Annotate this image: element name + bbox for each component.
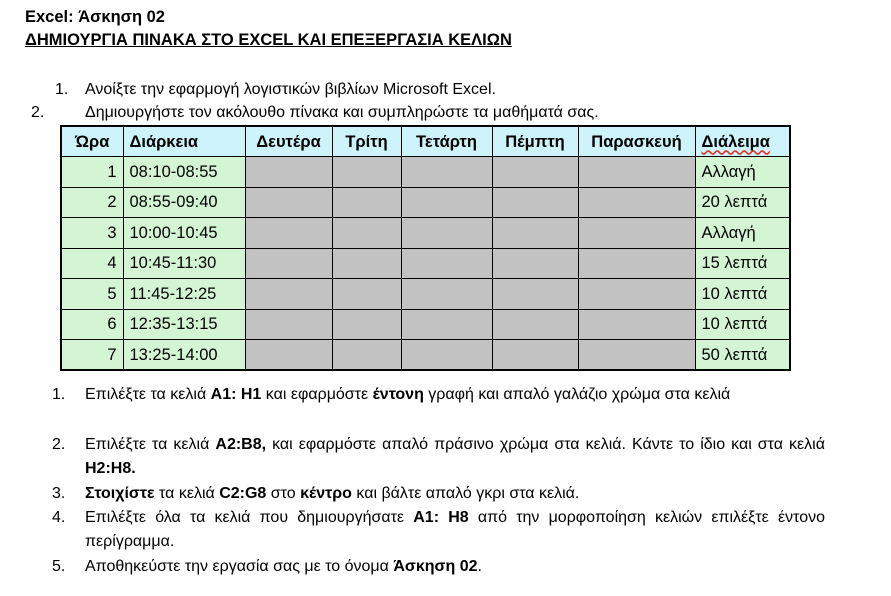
lesson-cell <box>332 340 401 371</box>
lesson-cell <box>332 309 401 340</box>
hour-cell: 2 <box>61 187 123 218</box>
step-number: 1. <box>55 81 69 98</box>
lesson-cell <box>578 309 695 340</box>
lesson-cell <box>492 248 578 279</box>
break-cell: 50 λεπτά <box>695 340 790 371</box>
duration-cell: 11:45-12:25 <box>123 279 245 310</box>
lesson-cell <box>492 340 578 371</box>
lesson-cell <box>492 309 578 340</box>
break-cell: 10 λεπτά <box>695 279 790 310</box>
header-break <box>695 126 790 157</box>
step-text: Επιλέξτε τα κελιά A1: H1 και εφαρμόστε έντονη γραφή και απαλό γαλάζιο χρώμα στα κελιά <box>85 386 731 403</box>
step-text: Αποθηκεύστε την εργασία σας με το όνομα Άσκηση 02. <box>85 558 482 575</box>
lesson-cell <box>401 279 492 310</box>
lesson-cell <box>492 157 578 188</box>
lesson-cell <box>578 248 695 279</box>
table-row <box>61 218 790 249</box>
break-cell: Αλλαγή <box>695 218 790 249</box>
table-row <box>61 157 790 188</box>
duration-cell: 08:10-08:55 <box>123 157 245 188</box>
lesson-cell <box>401 340 492 371</box>
break-cell: 15 λεπτά <box>695 248 790 279</box>
break-cell: 10 λεπτά <box>695 309 790 340</box>
lesson-cell <box>401 218 492 249</box>
break-cell: 20 λεπτά <box>695 187 790 218</box>
table-row <box>61 187 790 218</box>
lesson-cell <box>332 218 401 249</box>
table-row <box>61 279 790 310</box>
lesson-cell <box>401 187 492 218</box>
step-number: 5. <box>52 558 66 575</box>
lesson-cell <box>332 248 401 279</box>
hour-cell: 7 <box>61 340 123 371</box>
lesson-cell <box>332 187 401 218</box>
lesson-cell <box>578 218 695 249</box>
header-hour: Ώρα <box>61 126 123 157</box>
duration-cell: 10:45-11:30 <box>123 248 245 279</box>
hour-cell: 4 <box>61 248 123 279</box>
hour-cell: 1 <box>61 157 123 188</box>
duration-cell: 08:55-09:40 <box>123 187 245 218</box>
lesson-cell <box>401 157 492 188</box>
document-title: Excel: Άσκηση 02 <box>25 8 165 26</box>
step-text: Δημιουργήστε τον ακόλουθο πίνακα και συμπληρώστε τα μαθήματά σας. <box>85 104 599 121</box>
step-number: 3. <box>52 485 66 502</box>
lesson-cell <box>332 157 401 188</box>
lesson-cell <box>401 309 492 340</box>
duration-cell: 13:25-14:00 <box>123 340 245 371</box>
lesson-cell <box>245 279 332 310</box>
lesson-cell <box>245 218 332 249</box>
table-row <box>61 248 790 279</box>
lesson-cell <box>245 309 332 340</box>
table-row <box>61 340 790 371</box>
table-header-row <box>61 126 790 157</box>
schedule-table <box>60 125 791 371</box>
lesson-cell <box>578 187 695 218</box>
hour-cell: 5 <box>61 279 123 310</box>
break-cell: Αλλαγή <box>695 157 790 188</box>
lesson-cell <box>332 279 401 310</box>
step-number: 2. <box>52 436 66 453</box>
lesson-cell <box>492 279 578 310</box>
header-wednesday: Τετάρτη <box>401 126 492 157</box>
header-thursday: Πέμπτη <box>492 126 578 157</box>
header-monday: Δευτέρα <box>245 126 332 157</box>
lesson-cell <box>492 187 578 218</box>
duration-cell: 10:00-10:45 <box>123 218 245 249</box>
step-text: Επιλέξτε όλα τα κελιά που δημιουργήσατε A1: H8 από την μορφοποίηση κελιών επιλέξτε έντονο περίγραμμα. <box>85 509 826 550</box>
lesson-cell <box>245 248 332 279</box>
lesson-cell <box>401 248 492 279</box>
step-number: 1. <box>52 386 66 403</box>
lesson-cell <box>492 218 578 249</box>
lesson-cell <box>245 157 332 188</box>
header-duration: Διάρκεια <box>123 126 245 157</box>
lesson-cell <box>245 187 332 218</box>
hour-cell: 3 <box>61 218 123 249</box>
lesson-cell <box>578 279 695 310</box>
header-friday: Παρασκευή <box>578 126 695 157</box>
header-break-label: Διάλειμα <box>701 132 770 151</box>
step-text: Στοιχίστε τα κελιά C2:G8 στο κέντρο και βάλτε απαλό γκρι στα κελιά. <box>85 485 580 502</box>
step-number: 2. <box>31 104 45 121</box>
table-row <box>61 309 790 340</box>
lesson-cell <box>578 157 695 188</box>
step-number: 4. <box>52 509 66 526</box>
duration-cell: 12:35-13:15 <box>123 309 245 340</box>
step-text: Επιλέξτε τα κελιά A2:B8, και εφαρμόστε απαλό πράσινο χρώμα στα κελιά. Κάντε το ίδιο και στα κελιά H2:H8. <box>85 436 825 477</box>
step-text: Ανοίξτε την εφαρμογή λογιστικών βιβλίων Microsoft Excel. <box>85 81 496 98</box>
lesson-cell <box>578 340 695 371</box>
document-subtitle: ΔΗΜΙΟΥΡΓΙΑ ΠΙΝΑΚΑ ΣΤΟ EXCEL ΚΑΙ ΕΠΕΞΕΡΓΑΣΙΑ ΚΕΛΙΩΝ <box>25 31 512 49</box>
lesson-cell <box>245 340 332 371</box>
header-tuesday: Τρίτη <box>332 126 401 157</box>
hour-cell: 6 <box>61 309 123 340</box>
